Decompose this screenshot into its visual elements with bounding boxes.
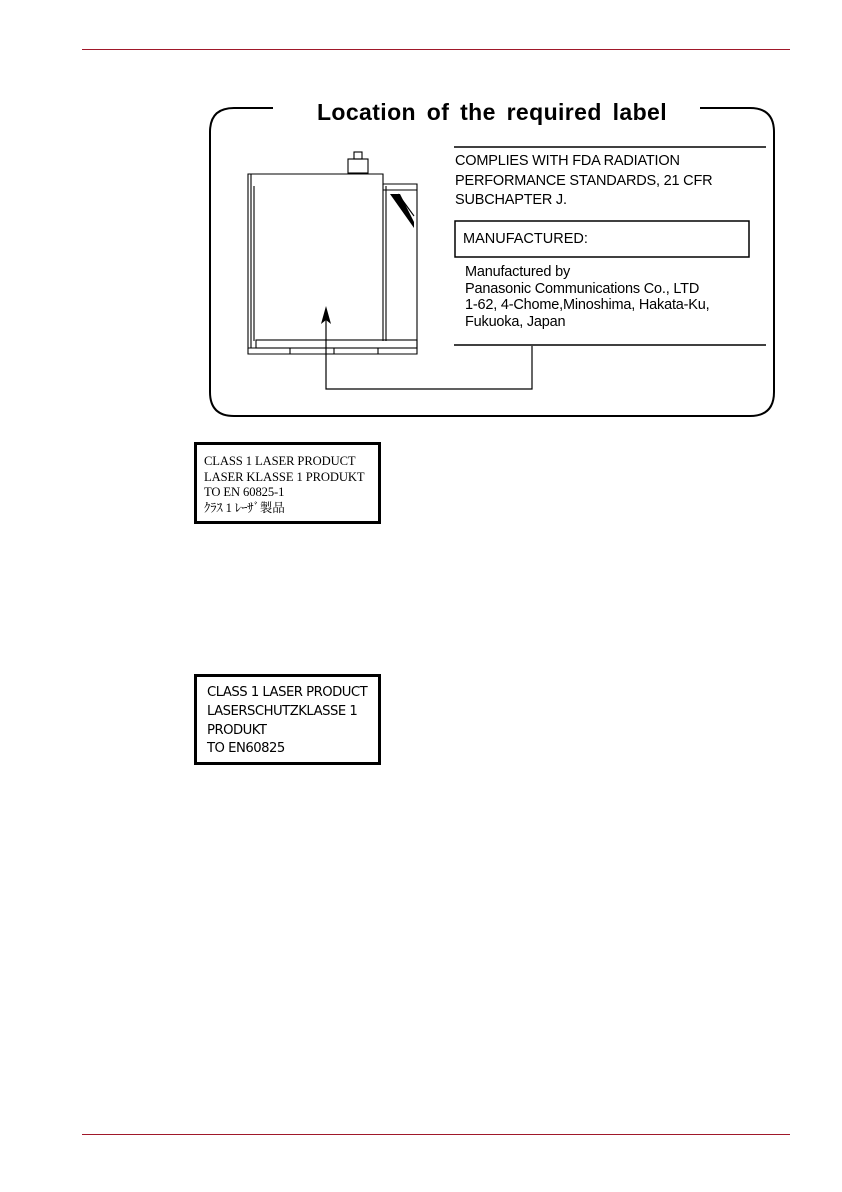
fda-compliance-text: COMPLIES WITH FDA RADIATION PERFORMANCE STANDARDS, 21 CFR SUBCHAPTER J. — [455, 153, 713, 208]
manufacturer-address: Panasonic Communications Co., LTD 1-62, 4-Chome,Minoshima, Hakata-Ku, Fukuoka, Japan — [465, 281, 710, 330]
figure-title: Location of the required label — [208, 98, 776, 126]
optical-drive-outline-icon — [248, 152, 417, 354]
manufacturer-info — [465, 264, 775, 330]
laser-class-label-de: CLASS 1 LASER PRODUCT LASERSCHUTZKLASSE 1 PRODUKT TO EN60825 — [194, 674, 381, 765]
header-rule — [82, 49, 790, 50]
manufacturer-heading: Manufactured by — [465, 264, 571, 280]
footer-rule — [82, 1134, 790, 1135]
label-location-figure — [208, 86, 776, 418]
laser-class-label-jp: CLASS 1 LASER PRODUCT LASER KLASSE 1 PRODUKT TO EN 60825-1 ｸﾗｽ 1 ﾚｰｻﾞ製品 — [194, 442, 381, 524]
label-location-drawing — [208, 86, 776, 418]
manufactured-label: MANUFACTURED: — [463, 231, 588, 247]
